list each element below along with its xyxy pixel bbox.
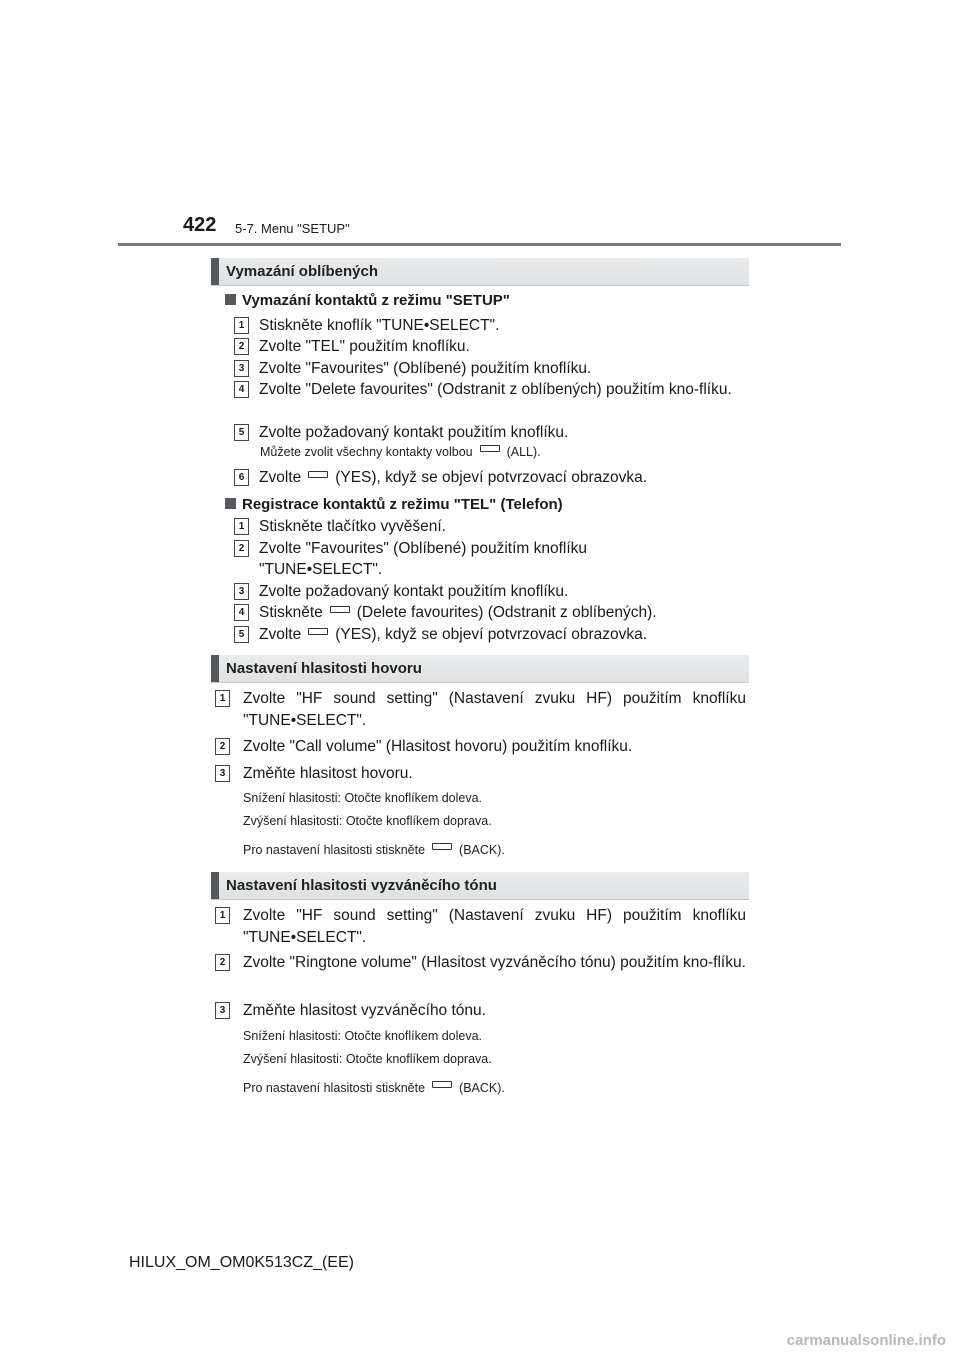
screen-button-icon xyxy=(432,1081,452,1088)
step-text xyxy=(259,467,746,488)
note-text: (BACK). xyxy=(459,843,505,857)
watermark: carmanualsonline.info xyxy=(786,1332,946,1349)
square-bullet-icon xyxy=(225,498,236,509)
step-number: 2 xyxy=(234,540,249,557)
step-text-part: Zvolte xyxy=(259,469,302,486)
screen-button-icon xyxy=(308,471,328,478)
step-text-part: (YES), když se objeví potvrzovací obrazovka. xyxy=(335,469,648,486)
screen-button-icon xyxy=(432,843,452,850)
step-text: Zvolte "Call volume" (Hlasitost hovoru) použitím knoflíku. xyxy=(243,738,633,755)
section-title: Nastavení hlasitosti hovoru xyxy=(226,660,422,677)
screen-button-icon xyxy=(308,628,328,635)
step-number: 1 xyxy=(234,317,249,334)
step-text: Zvolte "HF sound setting" (Nastavení zvuku HF) použitím knoflíku "TUNE•SELECT". xyxy=(243,690,746,729)
note-text: Pro nastavení hlasitosti stiskněte xyxy=(243,1081,426,1095)
step-text-part: (YES), když se objeví potvrzovací obrazovka. xyxy=(335,626,648,643)
step-number: 1 xyxy=(234,518,249,535)
step-text: Stiskněte knoflík "TUNE•SELECT". xyxy=(259,317,500,334)
note xyxy=(260,445,541,459)
step-text: Změňte hlasitost hovoru. xyxy=(243,765,413,782)
subheading-tel-mode xyxy=(225,496,563,513)
step-text: Změňte hlasitost vyzváněcího tónu. xyxy=(243,1002,486,1019)
header-rule xyxy=(118,243,841,246)
step-number: 3 xyxy=(215,1002,230,1019)
subheading-text: Vymazání kontaktů z režimu "SETUP" xyxy=(242,292,510,309)
step-text xyxy=(259,602,746,623)
step-number: 2 xyxy=(234,338,249,355)
screen-button-icon xyxy=(330,606,350,613)
square-bullet-icon xyxy=(225,294,236,305)
section-accent xyxy=(211,872,219,899)
step-text: Stiskněte tlačítko vyvěšení. xyxy=(259,518,446,535)
step-number: 4 xyxy=(234,381,249,398)
running-head: 5-7. Menu "SETUP" xyxy=(235,221,350,236)
step-text xyxy=(259,624,746,645)
step-number: 2 xyxy=(215,738,230,755)
step-text: Zvolte "Favourites" (Oblíbené) použitím knoflíku. xyxy=(259,360,592,377)
section-heading-call-volume xyxy=(211,655,749,683)
step-number: 1 xyxy=(215,907,230,924)
step-text-part: (Delete favourites) (Odstranit z oblíbených). xyxy=(356,604,657,621)
note: Snížení hlasitosti: Otočte knoflíkem doleva. xyxy=(243,1029,483,1043)
step-text-part: Stiskněte xyxy=(259,604,323,621)
note xyxy=(243,843,505,857)
step-number: 3 xyxy=(215,765,230,782)
step-text: Zvolte "TEL" použitím knoflíku. xyxy=(259,338,470,355)
note-text: (BACK). xyxy=(459,1081,505,1095)
screen-button-icon xyxy=(480,445,500,452)
step-number: 1 xyxy=(215,690,230,707)
step-number: 4 xyxy=(234,604,249,621)
note: Snížení hlasitosti: Otočte knoflíkem doleva. xyxy=(243,791,483,805)
subheading-text: Registrace kontaktů z režimu "TEL" (Telefon) xyxy=(242,496,563,513)
step-number: 3 xyxy=(234,583,249,600)
step-number: 6 xyxy=(234,469,249,486)
section-heading-ringtone-volume xyxy=(211,872,749,900)
note-text: Pro nastavení hlasitosti stiskněte xyxy=(243,843,426,857)
section-heading-delete-favourites xyxy=(211,258,749,286)
step-number: 2 xyxy=(215,954,230,971)
step-text: Zvolte "HF sound setting" (Nastavení zvuku HF) použitím knoflíku "TUNE•SELECT". xyxy=(243,907,746,946)
note-text: (ALL). xyxy=(506,445,541,459)
step-number: 5 xyxy=(234,626,249,643)
note xyxy=(243,1081,505,1095)
subheading-setup-mode xyxy=(225,292,510,309)
step-text: Zvolte "Delete favourites" (Odstranit z oblíbených) použitím kno-flíku. xyxy=(259,381,732,398)
step-text: Zvolte "Ringtone volume" (Hlasitost vyzváněcího tónu) použitím kno-flíku. xyxy=(243,954,746,971)
step-number: 5 xyxy=(234,424,249,441)
step-text: Zvolte požadovaný kontakt použitím knoflíku. xyxy=(259,583,569,600)
section-title: Vymazání oblíbených xyxy=(226,263,378,280)
page-number: 422 xyxy=(183,214,217,236)
note: Zvýšení hlasitosti: Otočte knoflíkem doprava. xyxy=(243,814,492,828)
section-accent xyxy=(211,258,219,285)
note: Zvýšení hlasitosti: Otočte knoflíkem doprava. xyxy=(243,1052,492,1066)
note-text: Můžete zvolit všechny kontakty volbou xyxy=(260,445,473,459)
step-text: Zvolte "Favourites" (Oblíbené) použitím knoflíku "TUNE•SELECT". xyxy=(259,540,588,578)
step-text: Zvolte požadovaný kontakt použitím knoflíku. xyxy=(259,424,569,441)
section-title: Nastavení hlasitosti vyzváněcího tónu xyxy=(226,877,497,894)
document-code: HILUX_OM_OM0K513CZ_(EE) xyxy=(129,1254,354,1271)
step-number: 3 xyxy=(234,360,249,377)
section-accent xyxy=(211,655,219,682)
step-text-part: Zvolte xyxy=(259,626,302,643)
